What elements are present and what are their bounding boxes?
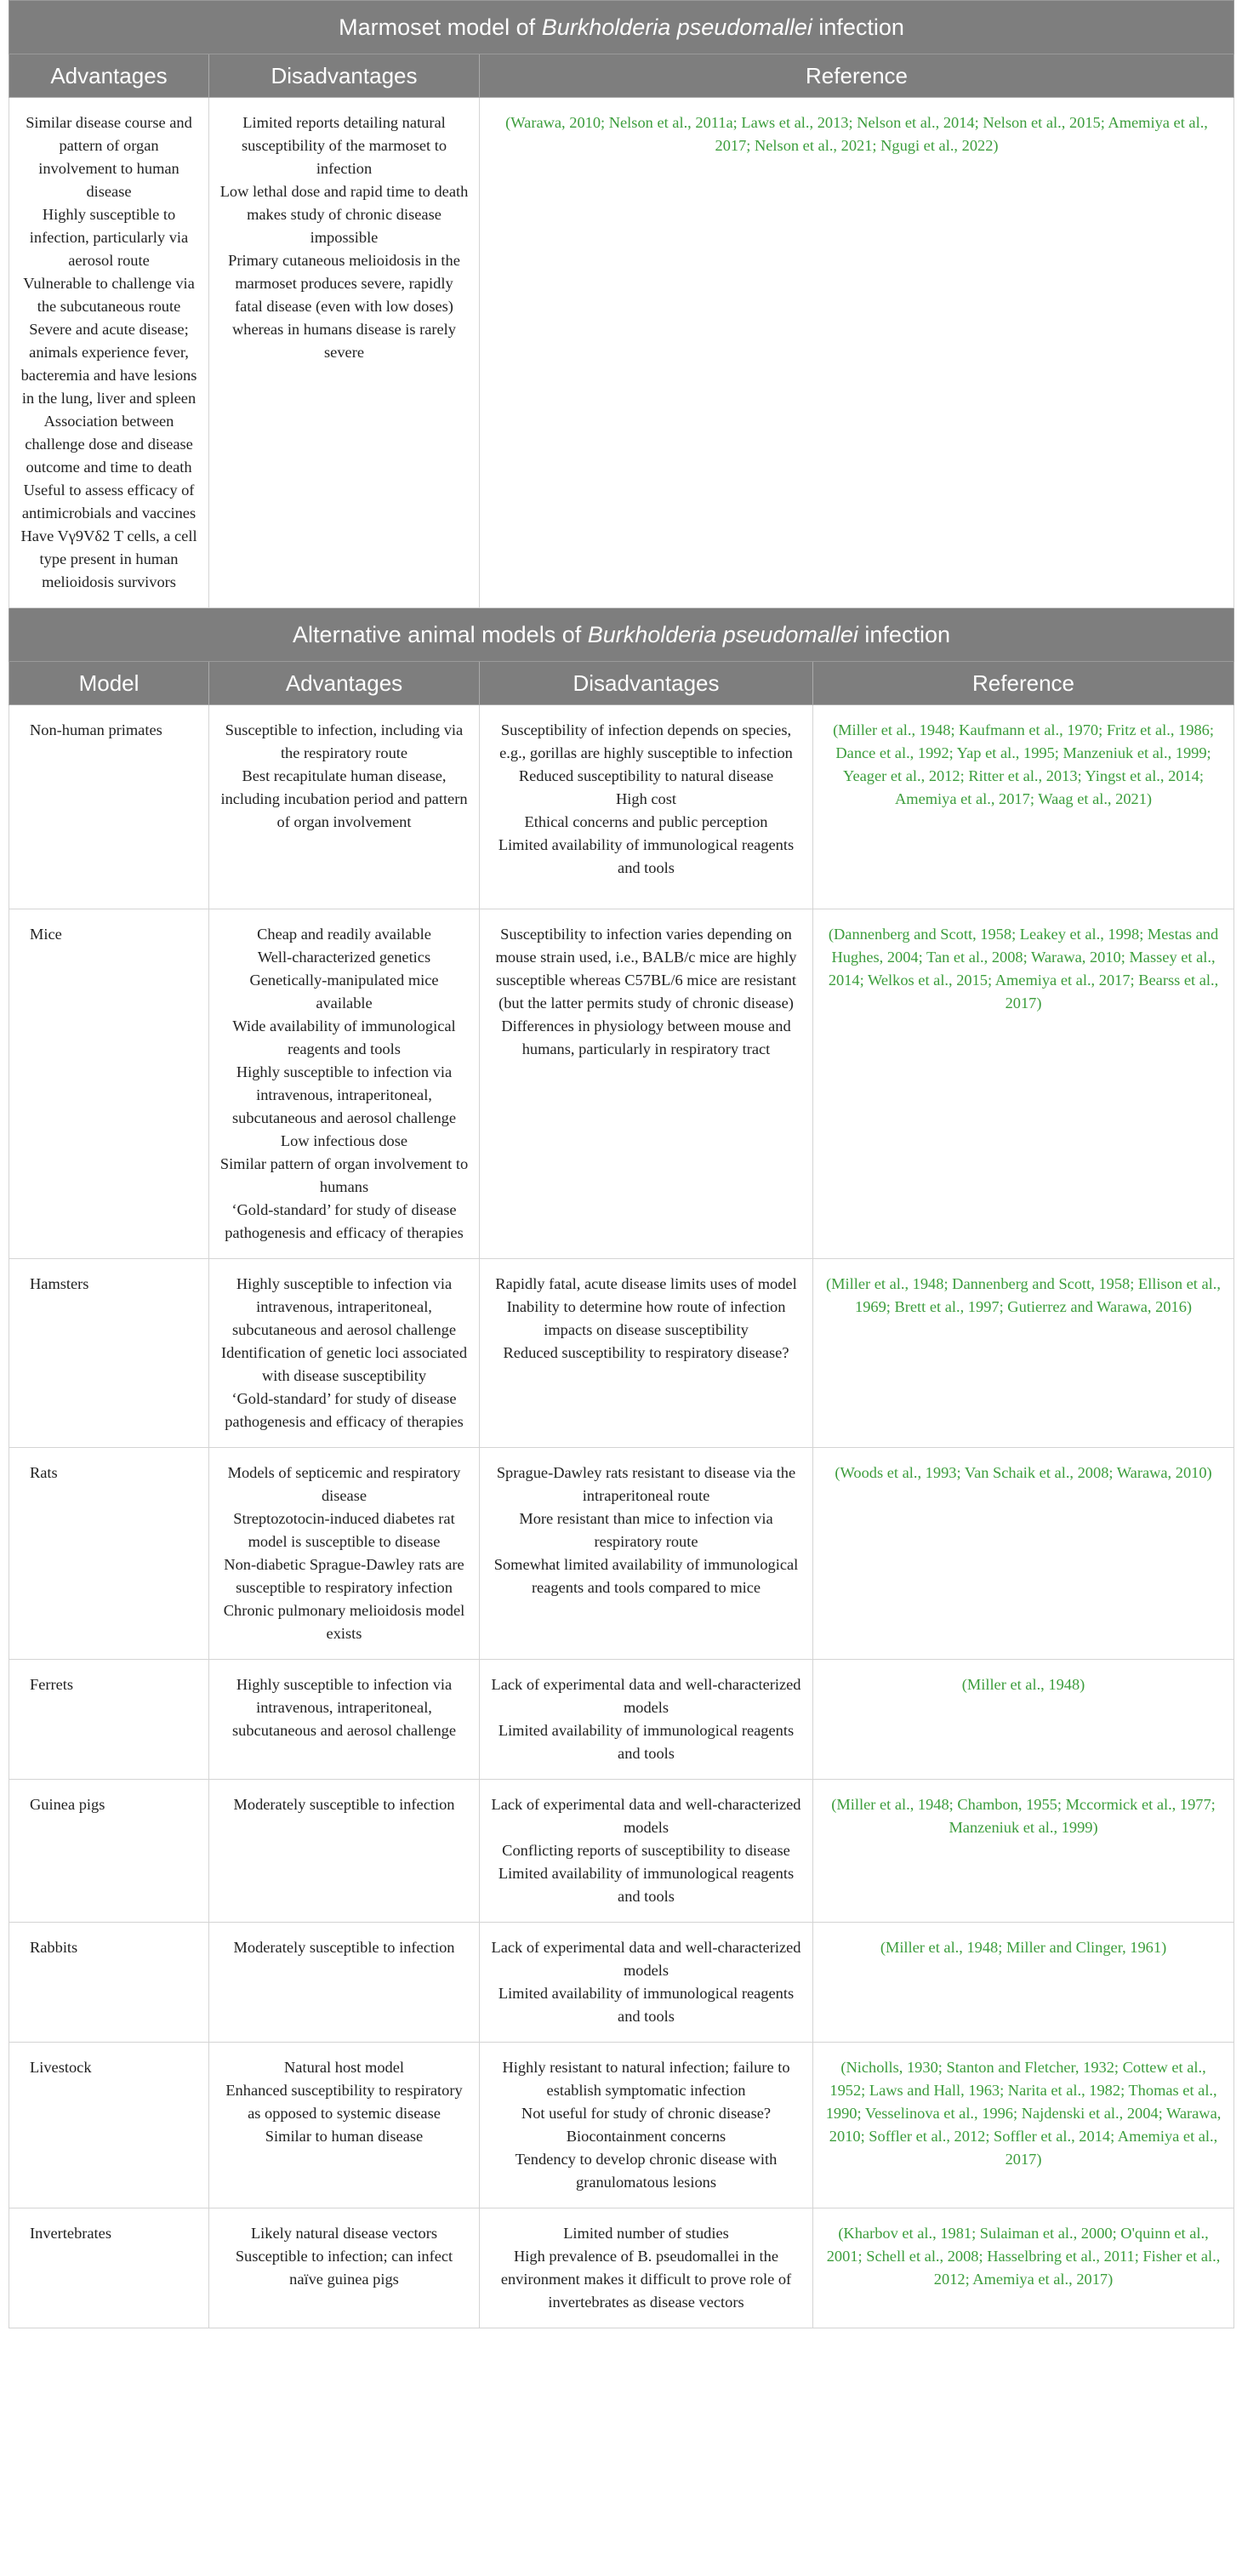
advantages-cell bbox=[209, 705, 480, 909]
text-line: More resistant than mice to infection via respiratory route bbox=[519, 1510, 773, 1550]
text-line: ‘Gold-standard’ for study of disease pathogenesis and efficacy of therapies bbox=[225, 1390, 464, 1430]
text-line: Genetically-manipulated mice available bbox=[249, 972, 439, 1012]
text-line: Lack of experimental data and well-characterized models bbox=[491, 1676, 801, 1716]
marmoset-section-title: Marmoset model of Burkholderia pseudomallei infection bbox=[9, 1, 1234, 54]
text-line: Association between challenge dose and disease outcome and time to death bbox=[25, 413, 193, 476]
text-line: Moderately susceptible to infection bbox=[233, 1796, 455, 1813]
alternative-header-row bbox=[9, 662, 1234, 705]
text-line: ‘Gold-standard’ for study of disease pathogenesis and efficacy of therapies bbox=[225, 1201, 464, 1241]
text-line: Somewhat limited availability of immunological reagents and tools compared to mice bbox=[493, 1556, 799, 1596]
advantages-cell bbox=[209, 909, 480, 1259]
reference-cell: (Dannenberg and Scott, 1958; Leakey et al., 1998; Mestas and Hughes, 2004; Tan et al., 2008; Warawa, 2010; Massey et al., 2014; Welkos et al., 2015; Amemiya et al., 2017; Bearss et al., 2017) bbox=[813, 909, 1234, 1259]
alternative-title-row bbox=[9, 608, 1234, 662]
text-line: Inability to determine how route of infection impacts on disease susceptibility bbox=[506, 1298, 786, 1338]
text-line: Susceptible to infection; can infect naïve guinea pigs bbox=[235, 2248, 453, 2288]
table-row bbox=[9, 2208, 1234, 2328]
text-line: Limited availability of immunological reagents and tools bbox=[498, 1985, 795, 2025]
model-name-cell: Ferrets bbox=[9, 1660, 209, 1780]
model-name-cell: Non-human primates bbox=[9, 705, 209, 909]
text-line: Low lethal dose and rapid time to death makes study of chronic disease impossible bbox=[219, 183, 469, 246]
model-name-cell: Guinea pigs bbox=[9, 1780, 209, 1923]
text-line: Well-characterized genetics bbox=[257, 949, 431, 966]
alternative-header-advantages: Advantages bbox=[209, 662, 480, 705]
marmoset-disadvantages-cell bbox=[209, 98, 480, 608]
model-name-cell: Invertebrates bbox=[9, 2208, 209, 2328]
disadvantages-cell bbox=[480, 909, 813, 1259]
text-line: Limited availability of immunological reagents and tools bbox=[498, 836, 795, 876]
reference-cell: (Miller et al., 1948; Chambon, 1955; Mccormick et al., 1977; Manzeniuk et al., 1999) bbox=[813, 1780, 1234, 1923]
model-name-cell: Rabbits bbox=[9, 1923, 209, 2043]
disadvantages-cell bbox=[480, 1259, 813, 1448]
text-line: Useful to assess efficacy of antimicrobials and vaccines bbox=[21, 482, 197, 521]
text-line: Rapidly fatal, acute disease limits uses of model bbox=[495, 1275, 797, 1292]
text-line: Sprague-Dawley rats resistant to disease via the intraperitoneal route bbox=[496, 1464, 796, 1504]
alternative-header-model: Model bbox=[9, 662, 209, 705]
text-line: Highly resistant to natural infection; failure to establish symptomatic infection bbox=[502, 2059, 790, 2099]
text-line: Vulnerable to challenge via the subcutaneous route bbox=[23, 275, 195, 315]
text-line: Tendency to develop chronic disease with granulomatous lesions bbox=[515, 2151, 778, 2191]
text-line: Not useful for study of chronic disease? bbox=[521, 2105, 772, 2122]
text-line: Highly susceptible to infection, particularly via aerosol route bbox=[29, 206, 189, 269]
text-line: Likely natural disease vectors bbox=[250, 2225, 438, 2242]
advantages-cell bbox=[209, 1923, 480, 2043]
marmoset-row bbox=[9, 98, 1234, 608]
reference-cell: (Nicholls, 1930; Stanton and Fletcher, 1932; Cottew et al., 1952; Laws and Hall, 1963; Narita et al., 1982; Thomas et al., 1990; Vesselinova et al., 1996; Najdenski et al., 2004; Warawa, 2010; Soffler et al., 2012; Soffler et al., 2014; Amemiya et al., 2017) bbox=[813, 2043, 1234, 2208]
text-line: Streptozotocin-induced diabetes rat model is susceptible to disease bbox=[233, 1510, 455, 1550]
text-line: Low infectious dose bbox=[280, 1132, 408, 1149]
model-name-cell: Mice bbox=[9, 909, 209, 1259]
text-line: Non-diabetic Sprague-Dawley rats are susceptible to respiratory infection bbox=[224, 1556, 464, 1596]
text-line: Best recapitulate human disease, including incubation period and pattern of organ involvement bbox=[220, 767, 468, 830]
text-line: Highly susceptible to infection via intravenous, intraperitoneal, subcutaneous and aerosol challenge bbox=[232, 1275, 456, 1338]
reference-cell: (Woods et al., 1993; Van Schaik et al., 2008; Warawa, 2010) bbox=[813, 1448, 1234, 1660]
text-line: Natural host model bbox=[284, 2059, 404, 2076]
melioidosis-models-table bbox=[9, 0, 1233, 2328]
text-line: Lack of experimental data and well-characterized models bbox=[491, 1939, 801, 1979]
marmoset-advantages-cell bbox=[9, 98, 209, 608]
advantages-cell bbox=[209, 1660, 480, 1780]
text-line: Susceptibility of infection depends on species, e.g., gorillas are highly susceptible to infection bbox=[499, 721, 793, 761]
text-line: Ethical concerns and public perception bbox=[524, 813, 768, 830]
text-line: Biocontainment concerns bbox=[566, 2128, 726, 2145]
reference-cell: (Miller et al., 1948; Miller and Clinger, 1961) bbox=[813, 1923, 1234, 2043]
text-line: Have Vγ9Vδ2 T cells, a cell type present in human melioidosis survivors bbox=[20, 527, 197, 590]
advantages-cell bbox=[209, 1259, 480, 1448]
text-line: Highly susceptible to infection via intravenous, intraperitoneal, subcutaneous and aerosol challenge bbox=[232, 1676, 456, 1739]
disadvantages-cell bbox=[480, 2208, 813, 2328]
reference-cell: (Miller et al., 1948; Dannenberg and Scott, 1958; Ellison et al., 1969; Brett et al., 1997; Gutierrez and Warawa, 2016) bbox=[813, 1259, 1234, 1448]
data-table bbox=[9, 0, 1234, 2328]
model-name-cell: Rats bbox=[9, 1448, 209, 1660]
alternative-section-title: Alternative animal models of Burkholderia pseudomallei infection bbox=[9, 608, 1234, 662]
text-line: Cheap and readily available bbox=[257, 926, 431, 943]
text-line: High prevalence of B. pseudomallei in the environment makes it difficult to prove role of invertebrates as disease vectors bbox=[500, 2248, 792, 2311]
table-row bbox=[9, 1660, 1234, 1780]
table-row bbox=[9, 1923, 1234, 2043]
table-row bbox=[9, 1448, 1234, 1660]
text-line: Models of septicemic and respiratory disease bbox=[227, 1464, 461, 1504]
model-name-cell: Hamsters bbox=[9, 1259, 209, 1448]
table-row bbox=[9, 909, 1234, 1259]
marmoset-reference-cell: (Warawa, 2010; Nelson et al., 2011a; Laws et al., 2013; Nelson et al., 2014; Nelson et al., 2015; Amemiya et al., 2017; Nelson et al., 2021; Ngugi et al., 2022) bbox=[480, 98, 1234, 608]
alternative-header-disadvantages: Disadvantages bbox=[480, 662, 813, 705]
advantages-cell bbox=[209, 1448, 480, 1660]
table-row bbox=[9, 2043, 1234, 2208]
text-line: Susceptibility to infection varies depending on mouse strain used, i.e., BALB/c mice are highly susceptible whereas C57BL/6 mice are resistant (but the latter permits study of chronic disease) bbox=[495, 926, 797, 1012]
text-line: Differences in physiology between mouse and humans, particularly in respiratory tract bbox=[501, 1017, 791, 1057]
text-line: Similar disease course and pattern of organ involvement to human disease bbox=[26, 114, 192, 200]
marmoset-header-reference: Reference bbox=[480, 54, 1234, 98]
text-line: Enhanced susceptibility to respiratory as opposed to systemic disease bbox=[225, 2082, 463, 2122]
text-line: Chronic pulmonary melioidosis model exists bbox=[223, 1602, 465, 1642]
advantages-cell bbox=[209, 2208, 480, 2328]
reference-cell: (Miller et al., 1948; Kaufmann et al., 1970; Fritz et al., 1986; Dance et al., 1992; Yap et al., 1995; Manzeniuk et al., 1999; Yeager et al., 2012; Ritter et al., 2013; Yingst et al., 2014; Amemiya et al., 2017; Waag et al., 2021) bbox=[813, 705, 1234, 909]
marmoset-header-advantages: Advantages bbox=[9, 54, 209, 98]
text-line: Limited reports detailing natural susceptibility of the marmoset to infection bbox=[241, 114, 447, 177]
text-line: Similar pattern of organ involvement to humans bbox=[219, 1155, 469, 1195]
advantages-cell bbox=[209, 2043, 480, 2208]
table-row bbox=[9, 1780, 1234, 1923]
reference-cell: (Kharbov et al., 1981; Sulaiman et al., 2000; O'quinn et al., 2001; Schell et al., 2008; Hasselbring et al., 2011; Fisher et al., 2012; Amemiya et al., 2017) bbox=[813, 2208, 1234, 2328]
text-line: Primary cutaneous melioidosis in the marmoset produces severe, rapidly fatal disease (even with low doses) whereas in humans disease is rarely severe bbox=[228, 252, 460, 361]
marmoset-header-row bbox=[9, 54, 1234, 98]
text-line: Severe and acute disease; animals experience fever, bacteremia and have lesions in the lung, liver and spleen bbox=[20, 321, 197, 407]
text-line: Highly susceptible to infection via intravenous, intraperitoneal, subcutaneous and aerosol challenge bbox=[232, 1063, 456, 1126]
text-line: Limited number of studies bbox=[563, 2225, 729, 2242]
text-line: Similar to human disease bbox=[265, 2128, 424, 2145]
text-line: Limited availability of immunological reagents and tools bbox=[498, 1865, 795, 1905]
text-line: Conflicting reports of susceptibility to disease bbox=[502, 1842, 790, 1859]
table-row bbox=[9, 1259, 1234, 1448]
text-line: Reduced susceptibility to respiratory disease? bbox=[503, 1344, 789, 1361]
text-line: High cost bbox=[615, 790, 676, 807]
text-line: Lack of experimental data and well-characterized models bbox=[491, 1796, 801, 1836]
reference-cell: (Miller et al., 1948) bbox=[813, 1660, 1234, 1780]
advantages-cell bbox=[209, 1780, 480, 1923]
disadvantages-cell bbox=[480, 1660, 813, 1780]
table-row bbox=[9, 705, 1234, 909]
disadvantages-cell bbox=[480, 1923, 813, 2043]
disadvantages-cell bbox=[480, 1448, 813, 1660]
alternative-header-reference: Reference bbox=[813, 662, 1234, 705]
marmoset-header-disadvantages: Disadvantages bbox=[209, 54, 480, 98]
text-line: Susceptible to infection, including via the respiratory route bbox=[225, 721, 464, 761]
text-line: Identification of genetic loci associated with disease susceptibility bbox=[220, 1344, 468, 1384]
disadvantages-cell bbox=[480, 1780, 813, 1923]
text-line: Wide availability of immunological reagents and tools bbox=[232, 1017, 456, 1057]
text-line: Moderately susceptible to infection bbox=[233, 1939, 455, 1956]
disadvantages-cell bbox=[480, 2043, 813, 2208]
marmoset-title-row bbox=[9, 1, 1234, 54]
text-line: Reduced susceptibility to natural disease bbox=[518, 767, 774, 784]
disadvantages-cell bbox=[480, 705, 813, 909]
model-name-cell: Livestock bbox=[9, 2043, 209, 2208]
text-line: Limited availability of immunological reagents and tools bbox=[498, 1722, 795, 1762]
